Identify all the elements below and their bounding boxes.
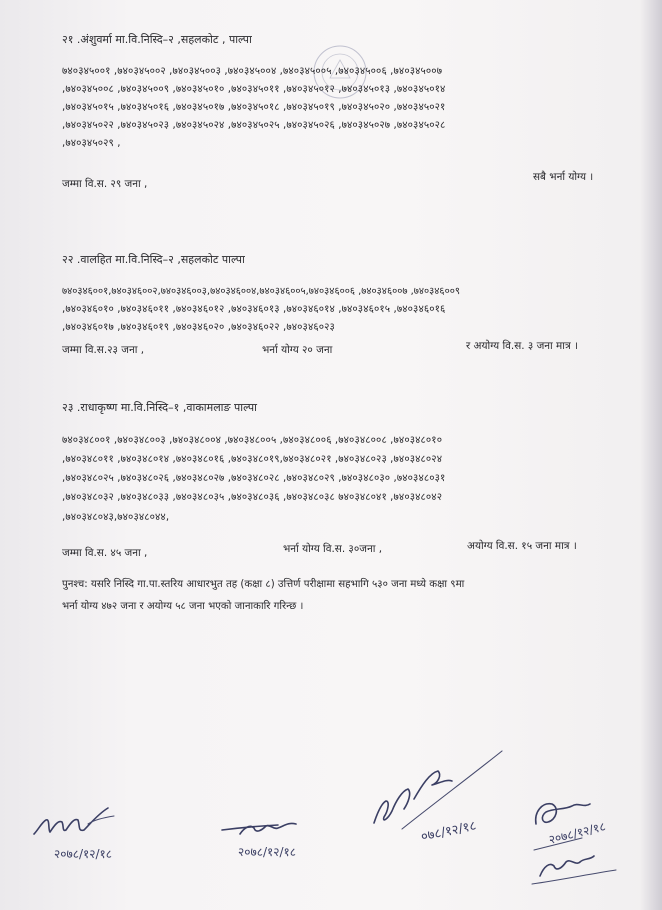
section-23-total: जम्मा वि.स. ४५ जना , <box>62 547 148 559</box>
postscript-line-1: पुनश्च: यसरि निस्दि गा.पा.स्तरिय आधारभुत तह (कक्षा ८) उत्तिर्ण परीक्षामा सहभागि ५३० जना मध्ये कक्षा ९मा <box>62 579 465 590</box>
section-21-line-2: ,७४०३४५००८ ,७४०३४५००९ ,७४०३४५०१० ,७४०३४५०११ ,७४०३४५०१२ ,७४०३४५०१३ ,७४०३४५०१४ <box>62 84 446 95</box>
section-21-line-5: ,७४०३४५०२९ , <box>62 138 121 149</box>
signature-1-date: २०७८/१२/१८ <box>54 847 113 861</box>
section-22-ineligible: र अयोग्य वि.स. ३ जना मात्र । <box>466 340 578 352</box>
section-22-total: जम्मा वि.स.२३ जना , <box>62 344 145 356</box>
section-21-heading: २१ .अंशुवर्मा मा.वि.निस्दि–२ ,सहलकोट , पाल्पा <box>62 33 252 46</box>
section-23-line-1: ७४०३४८००१ ,७४०३४८००३ ,७४०३४८००४ ,७४०३४८००५ ,७४०३४८००६ ,७४०३४८००८ ,७४०३४८०१० <box>62 435 443 446</box>
section-22-line-3: ,७४०३४६०१७ ,७४०३४६०१९ ,७४०३४६०२० ,७४०३४६०२२ ,७४०३४६०२३ <box>62 322 335 333</box>
section-22-heading: २२ .वालहित मा.वि.निस्दि–२ ,सहलकोट पाल्पा <box>62 253 245 266</box>
signature-3-date: ०७८/१२/१८ <box>419 818 478 845</box>
signature-2 <box>218 808 338 868</box>
page-edge-shadow <box>640 0 662 910</box>
section-21-line-3: ,७४०३४५०१५ ,७४०३४५०१६ ,७४०३४५०१७ ,७४०३४५०१८ ,७४०३४५०१९ ,७४०३४५०२० ,७४०३४५०२१ <box>62 102 446 113</box>
section-21-line-4: ,७४०३४५०२२ ,७४०३४५०२३ ,७४०३४५०२४ ,७४०३४५०२५ ,७४०३४५०२६ ,७४०३४५०२७ ,७४०३४५०२८ <box>62 120 446 131</box>
signature-4 <box>520 780 650 905</box>
section-23-line-2: ,७४०३४८०११ ,७४०३४८०१४ ,७४०३४८०१६ ,७४०३४८०१९,७४०३४८०२१ ,७४०३४८०२३ ,७४०३४८०२४ <box>62 454 443 465</box>
section-23-line-5: ,७४०३४८०४३,७४०३४८०४४, <box>62 512 170 523</box>
signature-2-date: २०७८/१२/१८ <box>238 845 297 859</box>
section-22-line-1: ७४०३४६००१,७४०३४६००२,७४०३४६००३,७४०३४६००४,७४०३४६००५,७४०३४६००६ ,७४०३४६००७ ,७४०३४६००९ <box>62 286 460 297</box>
signature-4-date: २०७८/१२/१८ <box>547 819 608 847</box>
section-23-line-4: ,७४०३४८०३२ ,७४०३४८०३३ ,७४०३४८०३५ ,७४०३४८०३६ ,७४०३४८०३८ ७४०३४८०४१ ,७४०३४८०४२ <box>62 492 443 503</box>
section-21-eligible: सबै भर्ना योग्य । <box>533 171 594 183</box>
section-21-total: जम्मा वि.स. २९ जना , <box>62 178 148 190</box>
signature-3 <box>362 745 522 855</box>
section-23-ineligible: अयोग्य वि.स. १५ जना मात्र । <box>467 540 577 552</box>
section-21-line-1: ७४०३४५००१ ,७४०३४५००२ ,७४०३४५००३ ,७४०३४५००४ ,७४०३४५००५ ,७४०३४५००६ ,७४०३४५००७ <box>62 66 443 77</box>
postscript-line-2: भर्ना योग्य ४७२ जना र अयोग्य ५८ जना भएको जानाकारि गरिन्छ । <box>62 601 304 612</box>
section-23-heading: २३ .राधाकृष्ण मा.वि.निस्दि–१ ,वाकामलाङ पाल्पा <box>62 401 257 414</box>
signature-1 <box>28 800 148 870</box>
section-22-eligible: भर्ना योग्य २० जना <box>262 344 333 356</box>
section-23-eligible: भर्ना योग्य वि.स. ३०जना , <box>283 543 383 555</box>
section-23-line-3: ,७४०३४८०२५ ,७४०३४८०२६ ,७४०३४८०२७ ,७४०३४८०२८ ,७४०३४८०२९ ,७४०३४८०३० ,७४०३४८०३१ <box>62 473 446 484</box>
section-22-line-2: ,७४०३४६०१० ,७४०३४६०११ ,७४०३४६०१२ ,७४०३४६०१३ ,७४०३४६०१४ ,७४०३४६०१५ ,७४०३४६०१६ <box>62 304 446 315</box>
